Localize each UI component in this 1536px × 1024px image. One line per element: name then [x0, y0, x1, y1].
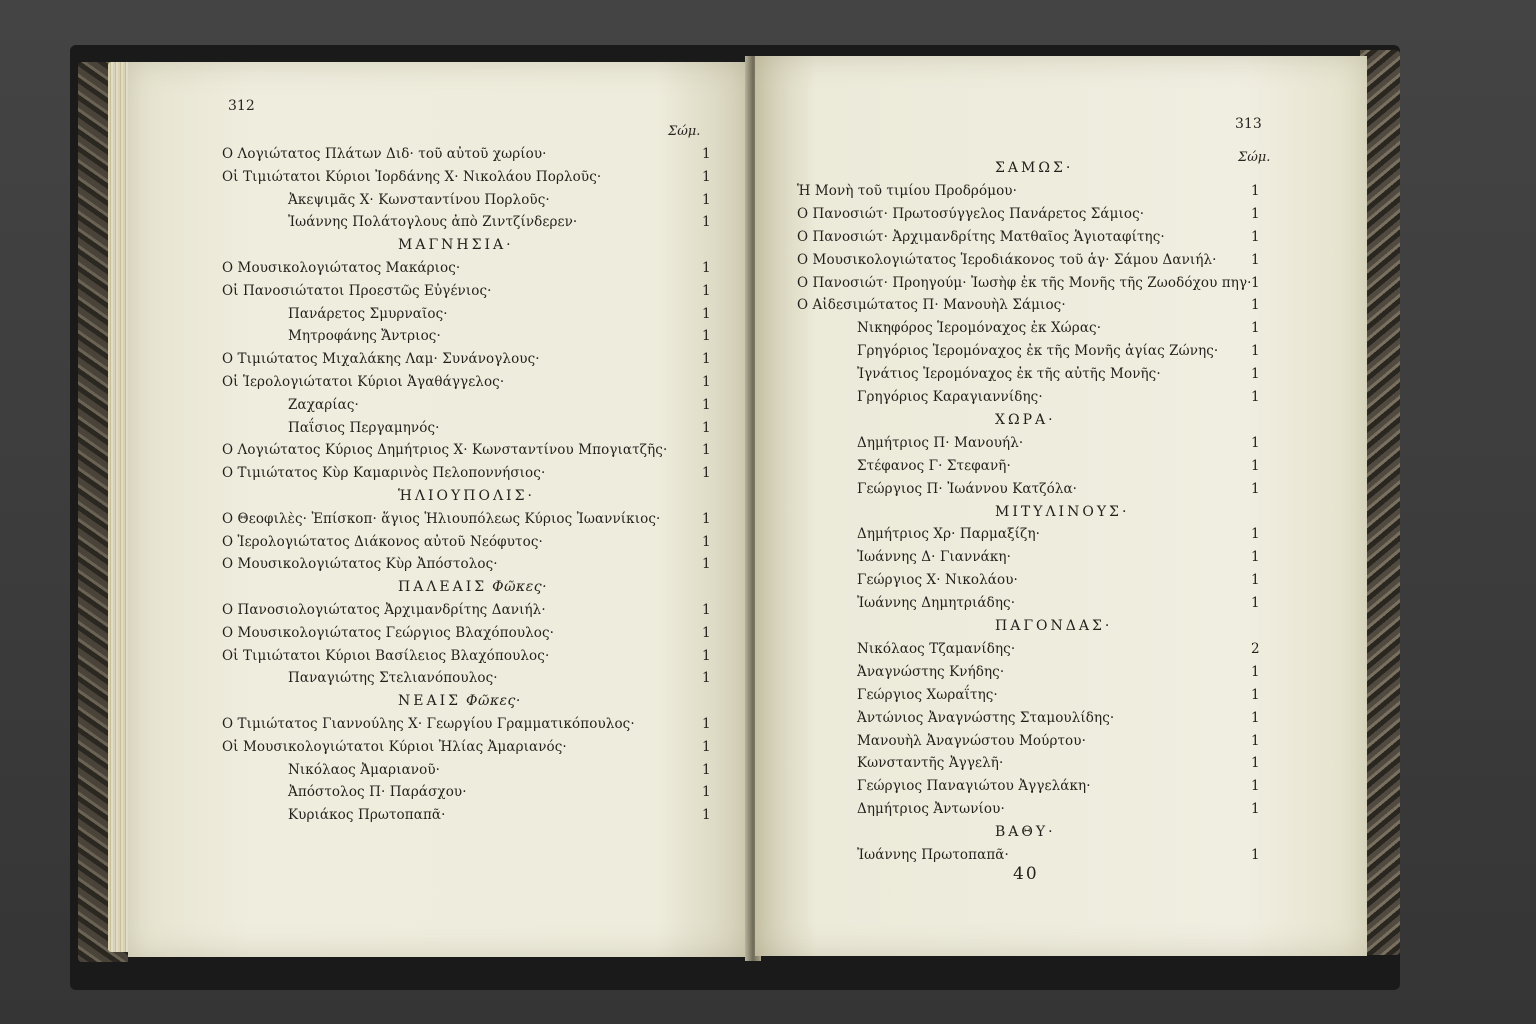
entry-row: [857, 481, 1077, 497]
entry-quantity: 1: [1251, 778, 1260, 795]
entry-row: [857, 710, 1114, 726]
entry-quantity: 1: [702, 191, 711, 208]
entry-name: Γεώργιος Παναγιώτου Ἀγγελάκη·: [857, 778, 1091, 795]
entry-quantity: 1: [702, 328, 711, 345]
page-number: 313: [1235, 116, 1262, 132]
entry-quantity: 1: [1251, 366, 1260, 383]
entry-quantity: 1: [1251, 480, 1260, 497]
entry-name: Ο Τιμιώτατος Μιχαλάκης Λαμ· Συνάνογλους·: [222, 351, 540, 368]
entry-name: Γρηγόριος Καραγιαννίδης·: [857, 389, 1043, 405]
entry-name: Παναγιώτης Στελιανόπουλος·: [288, 670, 498, 687]
entry-quantity: 1: [1251, 389, 1260, 405]
entry-quantity: 1: [702, 168, 711, 185]
entry-quantity: 1: [702, 351, 711, 368]
entry-quantity: 1: [702, 624, 711, 641]
entry-row: [857, 847, 1009, 863]
entry-name: Ο Λογιώτατος Κύριος Δημήτριος Χ· Κωνσταντίνου Μπογιατζῆς·: [222, 442, 668, 459]
entry-quantity: 1: [702, 146, 711, 162]
right-page: [755, 56, 1367, 956]
entry-name: Ἰγνάτιος Ἱερομόναχος ἐκ τῆς αὐτῆς Μονῆς·: [857, 366, 1161, 383]
entry-quantity: 1: [1251, 274, 1260, 291]
entry-row: [222, 511, 660, 527]
entry-row: [222, 625, 554, 641]
entry-name: Ἀπόστολος Π· Παράσχου·: [288, 784, 467, 801]
entry-quantity: 1: [702, 647, 711, 664]
entry-name: Στέφανος Γ· Στεφανῆ·: [857, 457, 1011, 474]
entry-quantity: 1: [702, 374, 711, 390]
entry-name: Μητροφάνης Ἄντριος·: [288, 328, 441, 345]
entry-quantity: 1: [1251, 549, 1260, 566]
entry-name: Ζαχαρίας·: [288, 396, 359, 413]
entry-row: [222, 534, 543, 550]
entry-row: [288, 784, 467, 800]
entry-row: [222, 442, 667, 458]
entry-name: Ἡ Μονὴ τοῦ τιμίου Προδρόμου·: [797, 182, 1017, 199]
entry-name: Ο Πανοσιώτ· Ἀρχιμανδρίτης Ματθαῖος Ἁγιοταφίτης·: [797, 228, 1165, 245]
entry-name: Ο Λογιώτατος Πλάτων Διδ· τοῦ αὐτοῦ χωρίου·: [222, 146, 547, 162]
entry-quantity: 1: [1251, 251, 1260, 268]
entry-row: [288, 807, 446, 823]
entry-quantity: 1: [1251, 572, 1260, 589]
entry-name: Ο Ἱερολογιώτατος Διάκονος αὐτοῦ Νεόφυτος·: [222, 533, 543, 550]
column-header: Σώμ.: [668, 124, 701, 139]
entry-row: [857, 595, 1015, 611]
entry-row: [857, 435, 1023, 451]
entry-row: [857, 778, 1091, 794]
entry-quantity: 1: [702, 670, 711, 687]
section-heading: ΜΙΤΥΛΙΝΟΥΣ·: [995, 503, 1130, 520]
section-heading: ΠΑΓΟΝΔΑΣ·: [995, 618, 1113, 634]
entry-quantity: 1: [1251, 595, 1260, 612]
entry-quantity: 1: [702, 465, 711, 482]
entry-quantity: 1: [702, 214, 711, 231]
entry-name: Οἱ Τιμιώτατοι Κύριοι Ἰορδάνης Χ· Νικολάου Πορλοῦς·: [222, 168, 602, 185]
signature-mark: 40: [1013, 864, 1039, 884]
entry-row: [857, 687, 998, 703]
entry-name: Νικόλαος Ἀμαριανοῦ·: [288, 761, 441, 778]
page-number: 312: [228, 98, 255, 114]
entry-name: Μανουὴλ Ἀναγνώστου Μούρτου·: [857, 732, 1086, 749]
entry-row: [857, 458, 1011, 474]
entry-row: [857, 320, 1101, 336]
entry-quantity: 1: [702, 556, 711, 573]
entry-quantity: 1: [1251, 320, 1260, 337]
entry-row: [288, 306, 448, 322]
entry-quantity: 1: [702, 807, 711, 824]
entry-quantity: 1: [702, 716, 711, 732]
entry-row: [857, 343, 1218, 359]
entry-quantity: 1: [1251, 434, 1260, 451]
entry-quantity: 1: [702, 738, 711, 755]
entry-name: Γρηγόριος Ἱερομόναχος ἐκ τῆς Μονῆς ἁγίας Ζώνης·: [857, 343, 1219, 360]
entry-quantity: 2: [1251, 640, 1260, 657]
entry-quantity: 1: [702, 761, 711, 778]
entry-name: Ο Πανοσιώτ· Πρωτοσύγγελος Πανάρετος Σάμιος·: [797, 205, 1145, 222]
entry-quantity: 1: [1251, 686, 1260, 703]
entry-row: [222, 602, 546, 618]
entry-row: [222, 739, 567, 755]
entry-row: [288, 420, 440, 436]
entry-name: Ο Μουσικολογιώτατος Μακάριος·: [222, 260, 461, 276]
entry-name: Γεώργιος Χωραΐτης·: [857, 686, 998, 703]
entry-row: [857, 572, 1018, 588]
entry-name: Ἀκεψιμᾶς Χ· Κωνσταντίνου Πορλοῦς·: [288, 191, 550, 208]
entry-quantity: 1: [1251, 801, 1260, 818]
entry-name: Οἱ Τιμιώτατοι Κύριοι Βασίλειος Βλαχόπουλος·: [222, 647, 550, 664]
entry-name: Ἰωάννης Δ· Γιαννάκη·: [857, 549, 1011, 566]
entry-row: [857, 801, 1005, 817]
entry-row: [857, 641, 1015, 657]
entry-row: [222, 716, 635, 732]
entry-name: Παΐσιος Περγαμηνός·: [288, 419, 440, 436]
entry-name: Ο Μουσικολογιώτατος Κὺρ Ἀπόστολος·: [222, 556, 498, 573]
entry-name: Νικόλαος Τζαμανίδης·: [857, 640, 1016, 657]
entry-row: [222, 556, 498, 572]
entry-quantity: 1: [702, 442, 711, 459]
entry-name: Κυριάκος Πρωτοπαπᾶ·: [288, 807, 446, 824]
entry-row: [797, 275, 1252, 291]
entry-quantity: 1: [1251, 663, 1260, 680]
entry-quantity: 1: [702, 510, 711, 527]
entry-row: [857, 733, 1086, 749]
entry-quantity: 1: [702, 419, 711, 436]
left-page: [128, 62, 750, 957]
entry-row: [288, 762, 440, 778]
entry-name: Ο Τιμιώτατος Γιαννούλης Χ· Γεωργίου Γραμματικόπουλος·: [222, 716, 635, 732]
entry-row: [857, 366, 1161, 382]
entry-row: [222, 169, 601, 185]
entry-row: [857, 755, 1003, 771]
entry-row: [288, 397, 359, 413]
entry-row: [222, 146, 547, 162]
section-heading: ΜΑΓΝΗΣΙΑ·: [398, 237, 514, 254]
entry-quantity: 1: [702, 260, 711, 276]
entry-row: [222, 260, 460, 276]
entry-name: Οἱ Ἱερολογιώτατοι Κύριοι Ἀγαθάγγελος·: [222, 374, 505, 390]
entry-name: Ἰωάννης Δημητριάδης·: [857, 595, 1016, 612]
entry-name: Δημήτριος Χρ· Παρμαξίζη·: [857, 526, 1041, 543]
entry-row: [797, 252, 1217, 268]
section-heading: ΠΑΛΕΑΙΣ Φῶκες·: [398, 579, 548, 596]
entry-row: [288, 192, 550, 208]
entry-quantity: 1: [1251, 732, 1260, 749]
entry-quantity: 1: [1251, 228, 1260, 245]
entry-row: [797, 206, 1144, 222]
entry-name: Οἱ Πανοσιώτατοι Προεστῶς Εὐγένιος·: [222, 282, 492, 299]
entry-quantity: 1: [702, 602, 711, 618]
entry-name: Οἱ Μουσικολογιώτατοι Κύριοι Ἠλίας Ἀμαριανός·: [222, 738, 567, 755]
entry-quantity: 1: [1251, 297, 1260, 314]
entry-name: Ο Θεοφιλὲς· Ἐπίσκοπ· ἅγιος Ἡλιουπόλεως Κύριος Ἰωαννίκιος·: [222, 510, 661, 527]
entry-row: [222, 648, 549, 664]
section-heading: ΧΩΡΑ·: [995, 411, 1056, 428]
entry-quantity: 1: [1251, 205, 1260, 222]
entry-row: [797, 183, 1017, 199]
entry-row: [222, 465, 545, 481]
entry-row: [797, 229, 1165, 245]
entry-name: Ο Πανοσιώτ· Προηγούμ· Ἰωσὴφ ἐκ τῆς Μονῆς τῆς Ζωοδόχου πηγ·: [797, 274, 1252, 291]
entry-name: Ο Τιμιώτατος Κὺρ Καμαρινὸς Πελοποννήσιος·: [222, 465, 546, 482]
entry-name: Ἰωάννης Πολάτογλους ἀπὸ Ζιντζίνδερεν·: [288, 214, 578, 231]
section-heading: ἩΛΙΟΥΠΟΛΙΣ·: [398, 488, 535, 504]
entry-row: [857, 389, 1043, 405]
entry-name: Ο Μουσικολογιώτατος Ἱεροδιάκονος τοῦ ἁγ· Σάμου Δανιήλ·: [797, 251, 1217, 268]
entry-quantity: 1: [1251, 457, 1260, 474]
column-header: Σώμ.: [1238, 150, 1271, 165]
entry-row: [857, 664, 1004, 680]
entry-quantity: 1: [702, 533, 711, 550]
entry-name: Ο Πανοσιολογιώτατος Ἀρχιμανδρίτης Δανιήλ·: [222, 602, 546, 618]
entry-name: Γεώργιος Χ· Νικολάου·: [857, 572, 1018, 589]
entry-quantity: 1: [702, 282, 711, 299]
section-heading: ΒΑΘΥ·: [995, 824, 1056, 841]
section-heading: ΝΕΑΙΣ Φῶκες·: [398, 693, 521, 710]
entry-row: [288, 670, 498, 686]
entry-row: [222, 351, 540, 367]
entry-row: [222, 283, 492, 299]
entry-name: Ο Μουσικολογιώτατος Γεώργιος Βλαχόπουλος·: [222, 624, 555, 641]
entry-quantity: 1: [1251, 709, 1260, 726]
entry-name: Ἀντώνιος Ἀναγνώστης Σταμουλίδης·: [857, 709, 1115, 726]
entry-row: [857, 526, 1040, 542]
entry-quantity: 1: [1251, 526, 1260, 543]
entry-name: Ο Αἰδεσιμώτατος Π· Μανουὴλ Σάμιος·: [797, 297, 1066, 314]
entry-row: [288, 214, 577, 230]
entry-row: [288, 328, 441, 344]
entry-name: Γεώργιος Π· Ἰωάννου Κατζόλα·: [857, 480, 1078, 497]
entry-row: [797, 297, 1066, 313]
entry-quantity: 1: [1251, 343, 1260, 360]
entry-row: [222, 374, 504, 390]
entry-name: Κωνσταντῆς Ἀγγελῆ·: [857, 755, 1004, 772]
section-heading: ΣΑΜΩΣ·: [995, 160, 1074, 176]
entry-quantity: 1: [1251, 755, 1260, 772]
entry-name: Ἀναγνώστης Κνήδης·: [857, 663, 1005, 680]
entry-name: Νικηφόρος Ἱερομόναχος ἐκ Χώρας·: [857, 320, 1102, 337]
entry-name: Πανάρετος Σμυρναῖος·: [288, 305, 448, 322]
entry-row: [857, 549, 1011, 565]
entry-quantity: 1: [702, 396, 711, 413]
entry-quantity: 1: [1251, 182, 1260, 199]
entry-name: Δημήτριος Ἀντωνίου·: [857, 801, 1005, 818]
entry-name: Ἰωάννης Πρωτοπαπᾶ·: [857, 847, 1009, 863]
entry-quantity: 1: [1251, 847, 1260, 863]
entry-quantity: 1: [702, 305, 711, 322]
entry-name: Δημήτριος Π· Μανουήλ·: [857, 434, 1024, 451]
entry-quantity: 1: [702, 784, 711, 801]
